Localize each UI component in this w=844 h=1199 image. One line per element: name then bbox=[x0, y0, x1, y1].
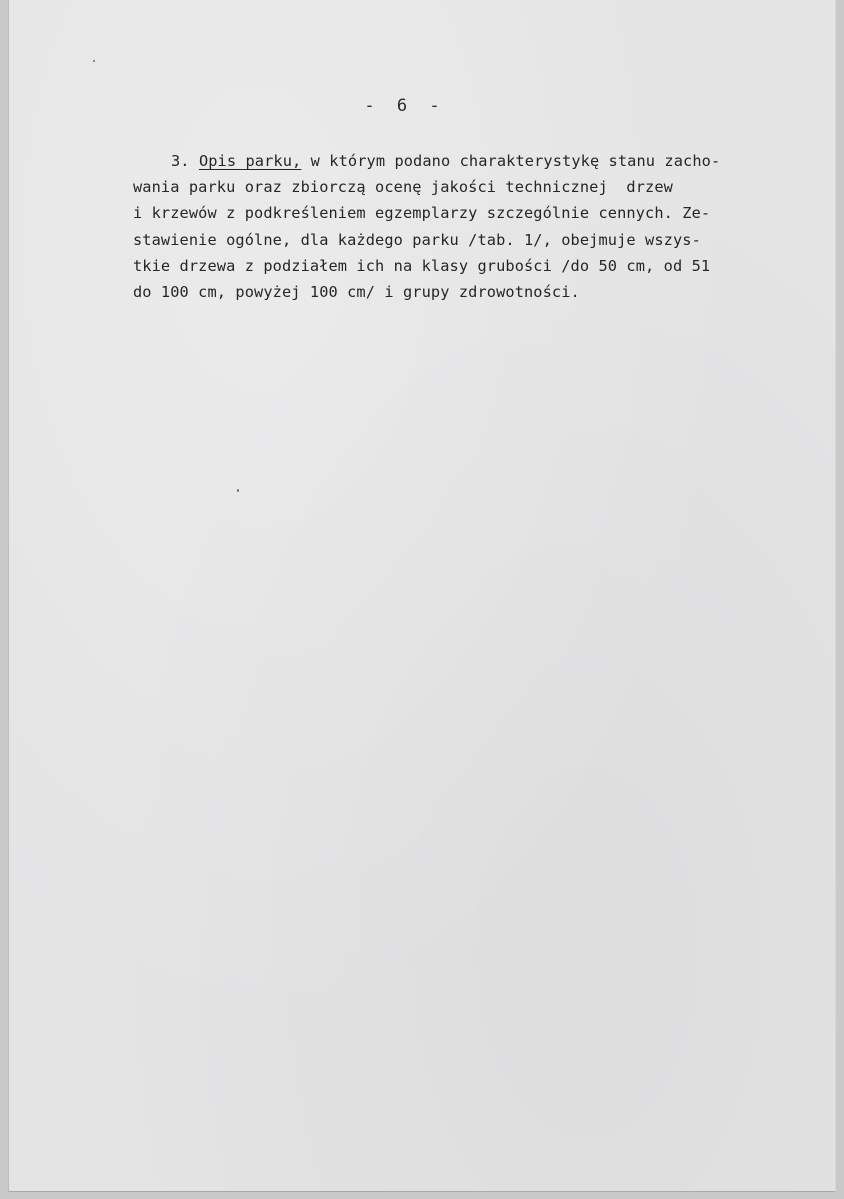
page-number: - 6 - bbox=[364, 96, 446, 116]
text-line-6: do 100 cm, powyżej 100 cm/ i grupy zdrowotności. bbox=[133, 283, 580, 302]
text-line-4: stawienie ogólne, dla każdego parku /tab. 1/, obejmuje wszys- bbox=[133, 230, 701, 249]
text-line-1 bbox=[133, 148, 793, 174]
item-number: 3. bbox=[171, 152, 190, 170]
document-page bbox=[8, 0, 836, 1192]
text-line-3: i krzewów z podkreśleniem egzemplarzy szczególnie cennych. Ze- bbox=[133, 204, 711, 223]
paper-speck bbox=[237, 489, 239, 492]
text-line-2: wania parku oraz zbiorczą ocenę jakości technicznej drzew bbox=[133, 178, 673, 197]
paper-speck bbox=[93, 60, 95, 62]
section-heading: Opis parku, bbox=[198, 152, 302, 170]
paragraph-item-3 bbox=[133, 148, 793, 305]
text-line-5: tkie drzewa z podziałem ich na klasy grubości /do 50 cm, od 51 bbox=[133, 256, 711, 275]
text-line-1-rest: w którym podano charakterystykę stanu zacho- bbox=[301, 152, 721, 170]
